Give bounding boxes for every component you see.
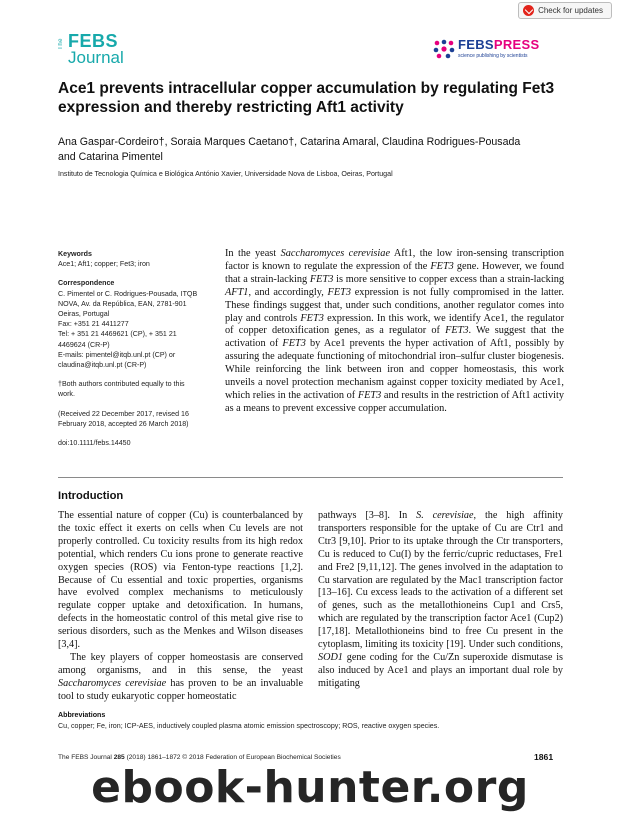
intro-text: has proven to be an invaluable tool to study eukaryotic copper homeostatic xyxy=(58,677,303,702)
check-for-updates-button[interactable] xyxy=(518,2,612,19)
section-divider xyxy=(58,477,563,478)
intro-left-column xyxy=(58,510,303,704)
correspondence-line: NOVA, Av. da República, EAN, 2781-901 xyxy=(58,299,187,308)
correspondence-line: E-mails: pimentel@itqb.unl.pt (CP) or xyxy=(58,350,176,359)
abbreviations-text: Cu, copper; Fe, iron; ICP-AES, inductively coupled plasma atomic emission spectroscopy; ROS, reactive oxygen species. xyxy=(58,722,440,730)
intro-italic: Saccharomyces cerevisiae xyxy=(58,677,167,689)
abstract-text: . We suggest that the activation of xyxy=(225,325,565,350)
correspondence-line: Fax: +351 21 4411277 xyxy=(58,320,129,329)
intro-text: pathways [3–8]. In xyxy=(318,510,417,521)
keywords-label: Keywords xyxy=(58,250,92,258)
doi-link[interactable]: doi:10.1111/febs.14450 xyxy=(58,439,131,448)
press-press-text: PRESS xyxy=(493,37,540,52)
journal-logo-the: The xyxy=(58,38,64,50)
intro-text: , the high affinity transporters responsible for the uptake of Cu are Ctr1 and Ctr3 [9,10]. Prior to its uptake through the Ctr transporters, Cu is reduced to Cu(I) by the ferric/cupric reductases, Fre1 and Fre2 [9,11,12]. The genes involved in the adaptation to Cu starvation are regulated by the Mac1 transcription factor [13–16]. Cu excess leads to the activation of a different set of genes, such as the metallothioneins Cup1 and Crs5, which are regulated by the transcription factor Ace1 (Cup2) [17,18]. Metallothioneins bind to free Cu present in the cytoplasm, limiting its toxicity [19]. Under such conditions, xyxy=(318,510,564,651)
footer-journal: The FEBS Journal xyxy=(58,754,114,761)
abstract-italic: FET3 xyxy=(282,338,306,350)
febs-press-logo xyxy=(433,38,553,62)
intro-paragraph xyxy=(58,652,303,704)
correspondence-line: C. Pimentel or C. Rodrigues-Pousada, ITQB xyxy=(58,289,198,298)
abstract xyxy=(225,248,564,416)
author-line-1: Ana Gaspar-Cordeiro†, Soraia Marques Caetano†, Catarina Amaral, Claudina Rodrigues-Pousada xyxy=(58,136,521,148)
abstract-text: In the yeast xyxy=(225,248,281,259)
check-for-updates-label: Check for updates xyxy=(538,6,603,15)
correspondence-line: Tel: + 351 21 4469621 (CP), + 351 21 xyxy=(58,330,177,339)
journal-logo-journal: Journal xyxy=(68,48,124,67)
intro-paragraph: The essential nature of copper (Cu) is counterbalanced by the toxic effect it exerts on cells when Cu levels are not properly controlled. Cu toxicity results from its high redox potential, which renders Cu ions prone to generate reactive oxygen species (ROS) via Fenton-type reactions [1,2]. Because of Cu essential and toxic properties, organisms have evolved complex mechanisms to meticulously regulate copper uptake and detoxification. In humans, defects in the homeostatic control of this metal give rise to serious disorders, such as the Menkes and Wilson diseases [3,4]. xyxy=(58,510,303,651)
abstract-italic: FET3 xyxy=(300,312,324,324)
abstract-text: is more sensitive to copper excess than a strain-lacking xyxy=(333,273,564,285)
intro-text: gene coding for the Cu/Zn superoxide dismutase is also induced by Ace1 and plays an important dual role by mitigating xyxy=(318,651,563,689)
abbreviations-heading: Abbreviations xyxy=(58,711,106,719)
affiliation: Instituto de Tecnologia Química e Biológica António Xavier, Universidade Nova de Lisboa, Oeiras, Portugal xyxy=(58,170,393,178)
intro-paragraph xyxy=(318,510,563,691)
correspondence-line: Oeiras, Portugal xyxy=(58,310,110,319)
abstract-italic: FET3 xyxy=(309,273,334,285)
abstract-text: Aft1, the low iron-sensing transcription factor is known to regulate the expression of the xyxy=(225,248,564,272)
received-dates: (Received 22 December 2017, revised 16 xyxy=(58,409,189,418)
abstract-text: and results in the restriction of Aft1 activity as a means to prevent excessive copper accumulation. xyxy=(225,389,564,414)
intro-italic: S. cerevisiae xyxy=(416,510,474,521)
correspondence-line: 4469624 (CR-P) xyxy=(58,340,110,349)
abstract-text: expression is not fully compromised in the latter. These findings suggest that, under such conditions, another regulator comes into play and controls xyxy=(225,286,564,324)
footer-volume: 285 xyxy=(113,754,125,761)
footer-pages: (2018) 1861–1872 © 2018 Federation of European Biochemical Societies xyxy=(124,754,341,761)
abstract-text: expression. In this work, we identify Ace1, the regulator of copper detoxification genes, as a regulator of xyxy=(225,312,564,337)
febs-press-tagline: science publishing by scientists xyxy=(458,53,528,59)
keywords-list: Ace1; Aft1; copper; Fet3; iron xyxy=(58,260,150,269)
introduction-heading: Introduction xyxy=(58,490,124,502)
correspondence-line: claudina@itqb.unl.pt (CR-P) xyxy=(58,361,147,370)
abstract-italic: FET3 xyxy=(445,325,469,337)
intro-italic: SOD1 xyxy=(318,651,343,663)
abstract-text: gene. However, we found that a strain-lacking xyxy=(225,260,564,285)
febs-journal-logo xyxy=(58,32,130,68)
intro-right-column xyxy=(318,510,563,691)
author-line-2: and Catarina Pimentel xyxy=(58,151,163,163)
abstract-text: by Ace1 prevents the hyper activation of Aft1, possibly by assuring the adequate functioning of mitochondrial iron–sulfur cluster biogenesis. While reinforcing the link between iron and copper homeostasis, this work unveils a novel protection mechanism against copper toxicity mediated by Ace1, which relies in the activation of xyxy=(225,338,564,401)
journal-logo-febs: FEBS xyxy=(68,31,119,51)
febs-press-wordmark xyxy=(458,38,539,52)
watermark: ebook-hunter.org xyxy=(91,762,529,813)
press-febs-text: FEBS xyxy=(458,37,494,52)
abstract-italic: FET3 xyxy=(357,389,382,401)
abstract-text: , and accordingly, xyxy=(248,286,328,298)
check-updates-icon xyxy=(523,5,534,16)
correspondence-label: Correspondence xyxy=(58,279,115,288)
febs-press-mark-icon xyxy=(433,39,455,59)
abstract-italic: AFT1 xyxy=(225,286,249,298)
article-title: Ace1 prevents intracellular copper accumulation by regulating Fet3 expression and thereby restricting Aft1 activity xyxy=(58,80,555,116)
abstract-italic: Saccharomyces cerevisiae xyxy=(280,248,391,259)
article-sidebar xyxy=(58,249,226,448)
received-dates: February 2018, accepted 26 March 2018) xyxy=(58,419,189,428)
page-number: 1861 xyxy=(534,752,554,762)
author-list xyxy=(58,135,563,165)
equal-contribution-footnote: †Both authors contributed equally to this xyxy=(58,380,185,389)
abstract-italic: FET3 xyxy=(327,286,352,298)
abstract-italic: FET3 xyxy=(430,260,454,272)
intro-text: The key players of copper homeostasis are conserved among organisms, and in this sense, the yeast xyxy=(58,651,303,676)
equal-contribution-footnote: work. xyxy=(58,390,75,399)
